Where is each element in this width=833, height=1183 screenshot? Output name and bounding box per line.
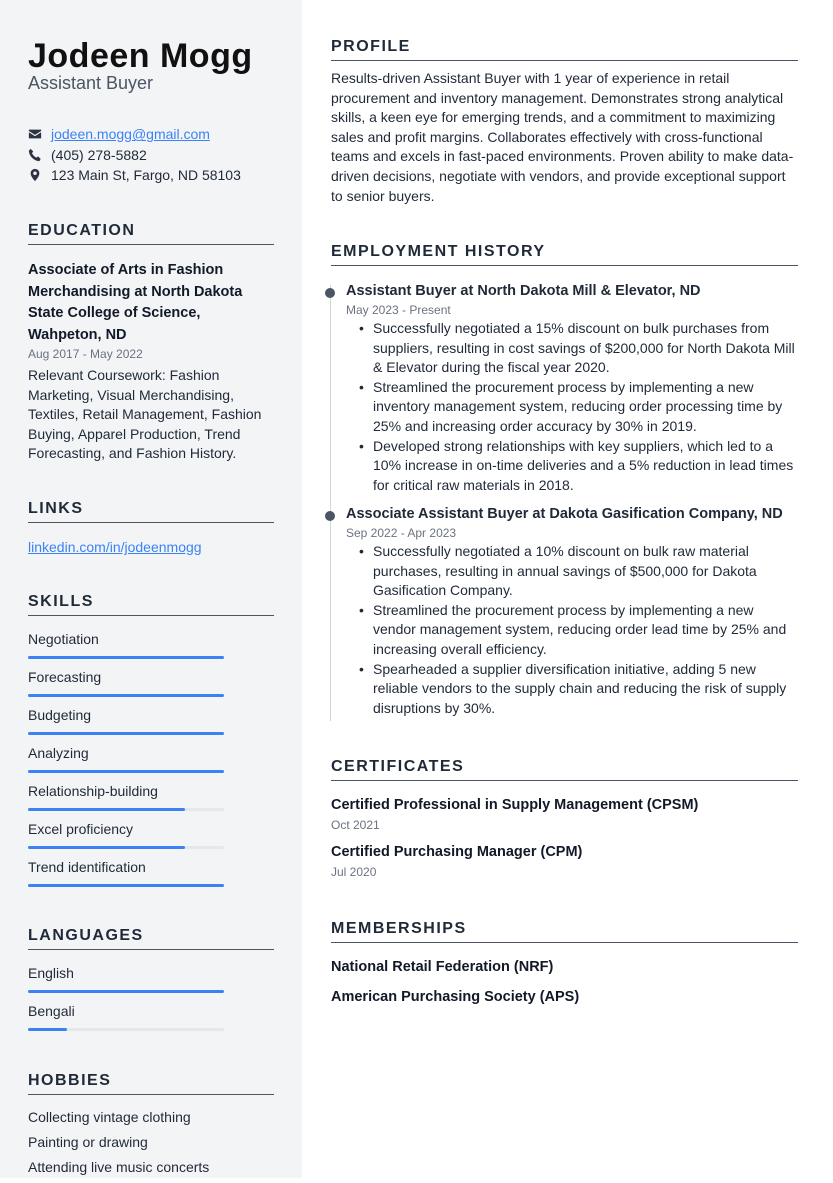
- skill-level-fill: [28, 884, 224, 887]
- skill-name: Trend identification: [28, 859, 146, 875]
- hobbies-list: [28, 1108, 209, 1183]
- job-dates: Sep 2022 - Apr 2023: [346, 526, 457, 540]
- language-level-fill: [28, 990, 224, 993]
- hobby-item: Attending live music concerts: [28, 1159, 210, 1175]
- links-heading: LINKS: [28, 500, 274, 523]
- skill-level-fill: [28, 656, 224, 659]
- language-name: Bengali: [28, 1003, 75, 1019]
- job-bullets: [331, 542, 798, 718]
- language-level-bar: [28, 990, 224, 993]
- job-bullets: [331, 319, 798, 495]
- certificate-name: Certified Professional in Supply Management (CPSM): [331, 797, 699, 813]
- skill-item: [28, 820, 224, 849]
- candidate-name: Jodeen Mogg: [28, 37, 253, 75]
- skill-level-bar: [28, 770, 224, 773]
- contact-list: [28, 124, 241, 186]
- job-bullet: • Streamlined the procurement process by implementing a new vendor management system, reducing order lead time by 25% and increasing overall efficiency.: [331, 601, 798, 660]
- job-entry: [331, 505, 798, 718]
- education-details: Relevant Coursework: Fashion Marketing, Visual Merchandising, Textiles, Retail Management, Fashion Buying, Apparel Production, Trend Forecasting, and Fashion History.: [28, 367, 262, 462]
- certificate-name: Certified Purchasing Manager (CPM): [331, 844, 583, 860]
- skill-level-bar: [28, 656, 224, 659]
- skill-level-fill: [28, 808, 185, 811]
- skill-item: [28, 706, 224, 735]
- skill-level-fill: [28, 732, 224, 735]
- skill-item: [28, 782, 224, 811]
- education-degree: Associate of Arts in Fashion Merchandising at North Dakota State College of Science, Wahpeton, ND: [28, 262, 243, 343]
- skill-name: Relationship-building: [28, 783, 158, 799]
- skill-item: [28, 668, 224, 697]
- map-pin-icon: [28, 168, 42, 182]
- skill-item: [28, 630, 224, 659]
- skill-name: Excel proficiency: [28, 821, 134, 837]
- job-dates: May 2023 - Present: [346, 303, 451, 317]
- job-bullet: • Developed strong relationships with key suppliers, which led to a 10% increase in on-time deliveries and a 5% reduction in lead times for critical raw materials in 2018.: [331, 437, 798, 496]
- certificate-date: Oct 2021: [331, 818, 380, 832]
- employment-heading: EMPLOYMENT HISTORY: [331, 243, 798, 266]
- job-title: Associate Assistant Buyer at Dakota Gasification Company, ND: [346, 506, 783, 522]
- envelope-icon: [28, 127, 42, 141]
- timeline-dot: [325, 511, 335, 521]
- job-bullet: • Streamlined the procurement process by implementing a new inventory management system, reducing order processing time by 25% and increasing order accuracy by 30% in 2019.: [331, 378, 798, 437]
- language-item: [28, 1002, 224, 1031]
- membership-item: American Purchasing Society (APS): [331, 989, 580, 1005]
- language-name: English: [28, 965, 74, 981]
- profile-heading: PROFILE: [331, 38, 798, 61]
- skill-level-bar: [28, 846, 224, 849]
- skill-level-bar: [28, 732, 224, 735]
- education-heading: EDUCATION: [28, 222, 274, 245]
- hobbies-heading: HOBBIES: [28, 1072, 274, 1095]
- address: 123 Main St, Fargo, ND 58103: [51, 167, 241, 184]
- job-title: Assistant Buyer at North Dakota Mill & Elevator, ND: [346, 283, 701, 299]
- skill-item: [28, 744, 224, 773]
- skill-level-fill: [28, 770, 224, 773]
- email-link[interactable]: jodeen.mogg@gmail.com: [51, 126, 210, 143]
- skill-level-fill: [28, 846, 185, 849]
- skill-item: [28, 858, 224, 887]
- hobby-item: Painting or drawing: [28, 1134, 148, 1150]
- phone: (405) 278-5882: [51, 146, 147, 163]
- certificates-heading: CERTIFICATES: [331, 758, 798, 781]
- hobby-item: Collecting vintage clothing: [28, 1109, 191, 1125]
- profile-text: Results-driven Assistant Buyer with 1 year of experience in retail procurement and inventory management. Demonstrates strong analytical skills, a keen eye for emerging trends, and a commitment to maximizing sales and profit margins. Collaborates effectively with cross-functional teams and excels in fast-paced environments. Proven ability to make data-driven decisions, negotiate with vendors, and provide exceptional support to senior buyers.: [331, 70, 794, 204]
- skills-heading: SKILLS: [28, 593, 274, 616]
- skill-level-bar: [28, 694, 224, 697]
- skill-level-fill: [28, 694, 224, 697]
- skill-name: Analyzing: [28, 745, 89, 761]
- skill-level-bar: [28, 808, 224, 811]
- timeline-dot: [325, 288, 335, 298]
- job-entry: [331, 282, 798, 495]
- membership-item: National Retail Federation (NRF): [331, 959, 554, 975]
- skill-name: Budgeting: [28, 707, 92, 723]
- language-item: [28, 964, 224, 993]
- job-bullet: • Spearheaded a supplier diversification initiative, adding 5 new reliable vendors to the supply chain and reducing the risk of supply disruptions by 30%.: [331, 660, 798, 719]
- education-dates: Aug 2017 - May 2022: [28, 347, 143, 361]
- certificate-date: Jul 2020: [331, 865, 377, 879]
- languages-heading: LANGUAGES: [28, 927, 274, 950]
- job-bullet: • Successfully negotiated a 10% discount on bulk raw material purchases, resulting in annual savings of $500,000 for Dakota Gasification Company.: [331, 542, 798, 601]
- language-level-bar: [28, 1028, 224, 1031]
- linkedin-link[interactable]: linkedin.com/in/jodeenmogg: [28, 539, 202, 555]
- skill-name: Negotiation: [28, 631, 99, 647]
- skill-level-bar: [28, 884, 224, 887]
- memberships-heading: MEMBERSHIPS: [331, 920, 798, 943]
- language-level-fill: [28, 1028, 67, 1031]
- skill-name: Forecasting: [28, 669, 102, 685]
- phone-icon: [28, 148, 42, 162]
- job-bullet: • Successfully negotiated a 15% discount on bulk purchases from suppliers, resulting in cost savings of $200,000 for North Dakota Mill & Elevator during the fiscal year 2020.: [331, 319, 798, 378]
- candidate-title: Assistant Buyer: [28, 73, 154, 93]
